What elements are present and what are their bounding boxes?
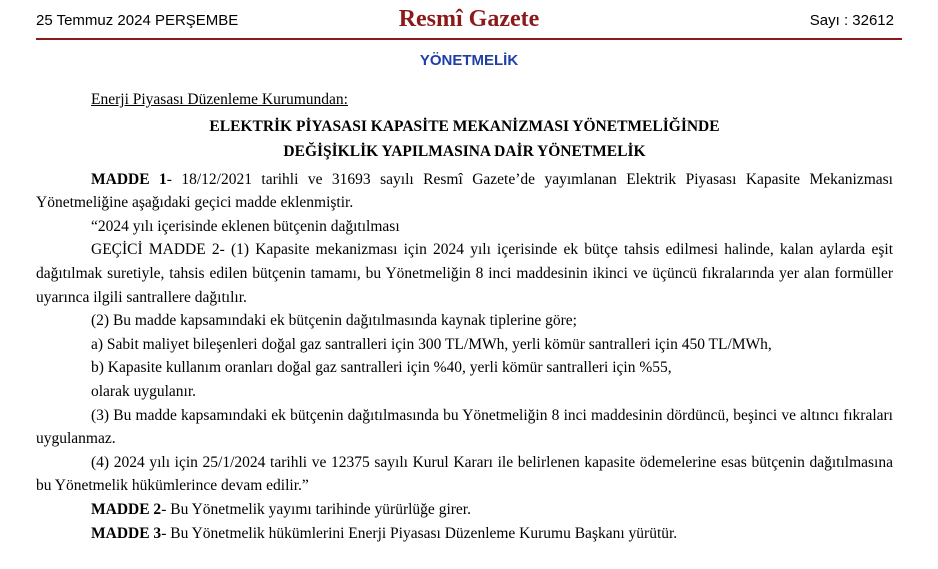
article-2-label: MADDE 2 <box>91 500 162 518</box>
article-3-label: MADDE 3 <box>91 524 162 542</box>
article-3 <box>36 522 893 546</box>
regulation-title-line1: ELEKTRİK PİYASASI KAPASİTE MEKANİZMASI YÖNETMELİĞİNDE <box>209 117 720 135</box>
article-1 <box>36 168 893 215</box>
article-1-text: - 18/12/2021 tarihli ve 31693 sayılı Resmî Gazete’de yayımlanan Elektrik Piyasası Kapasite Mekanizması Yönetmeliğine aşağıdaki geçici madde eklenmiştir. <box>36 170 893 212</box>
regulation-body <box>36 88 893 545</box>
paragraph-2: (2) Bu madde kapsamındaki ek bütçenin dağıtılmasında kaynak tiplerine göre; <box>91 312 577 330</box>
section-heading: YÖNETMELİK <box>419 52 519 69</box>
regulation-title <box>36 114 893 164</box>
article-2-text: - Bu Yönetmelik yayımı tarihinde yürürlüğe girer. <box>161 500 471 518</box>
article-2 <box>36 498 893 522</box>
article-1-label: MADDE 1 <box>91 170 167 188</box>
item-a: a) Sabit maliyet bileşenleri doğal gaz santralleri için 300 TL/MWh, yerli kömür santralleri için 450 TL/MWh, <box>91 335 772 353</box>
paragraph-4: (4) 2024 yılı için 25/1/2024 tarihli ve 12375 sayılı Kurul Kararı ile belirlenen kapasite ödemelerine esas bütçenin dağıtılmasına bu Yönetmelik hükümlerince devam edilir.” <box>36 453 893 495</box>
quote-heading: “2024 yılı içerisinde eklenen bütçenin dağıtılması <box>91 217 400 235</box>
paragraph-3: (3) Bu madde kapsamındaki ek bütçenin dağıtılmasında bu Yönetmeliğin 8 inci maddesinin dördüncü, beşinci ve altıncı fıkraları uygulanmaz. <box>36 406 893 448</box>
gazette-title: Resmî Gazete <box>398 6 540 32</box>
article-3-text: - Bu Yönetmelik hükümlerini Enerji Piyasası Düzenleme Kurumu Başkanı yürütür. <box>161 524 678 542</box>
regulation-title-line2: DEĞİŞİKLİK YAPILMASINA DAİR YÖNETMELİK <box>283 142 646 160</box>
issue-number: Sayı : 32612 <box>809 12 894 29</box>
issuing-authority: Enerji Piyasası Düzenleme Kurumundan: <box>91 91 348 108</box>
provisional-article-label: GEÇİCİ MADDE 2 <box>91 241 220 259</box>
publication-date: 25 Temmuz 2024 PERŞEMBE <box>36 12 239 29</box>
item-b: b) Kapasite kullanım oranları doğal gaz santralleri için %40, yerli kömür santralleri için %55, <box>91 359 672 377</box>
applied-note: olarak uygulanır. <box>91 382 197 400</box>
provisional-article <box>36 238 893 309</box>
header-divider <box>36 38 902 40</box>
provisional-article-text: - (1) Kapasite mekanizması için 2024 yılı içerisinde ek bütçe tahsis edilmesi halinde, kalan aylarda eşit dağıtılmak suretiyle, tahsis edilen bütçenin tamamı, bu Yönetmeliğin 8 inci maddesinin ikinci ve üçüncü fıkralarında yer alan formüller uyarınca ilgili santrallere dağıtılır. <box>36 241 893 306</box>
